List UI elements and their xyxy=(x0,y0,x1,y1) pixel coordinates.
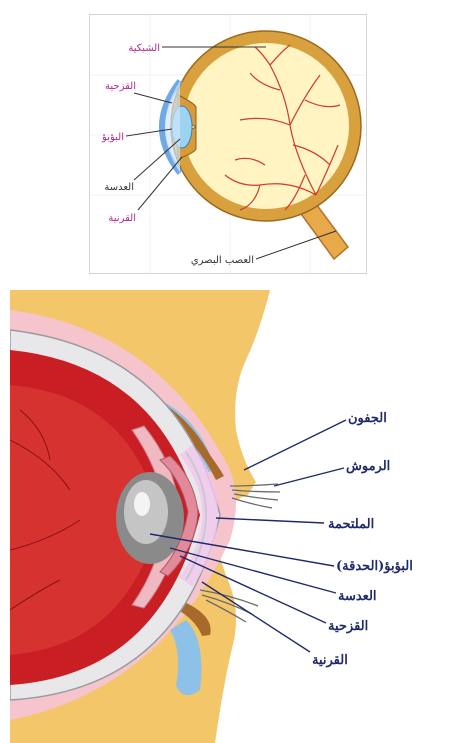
eye-side-view-svg xyxy=(10,290,461,743)
label-pupil-bottom: البؤبؤ(الحدقة) xyxy=(336,559,413,574)
eye-cross-section-diagram xyxy=(89,14,367,274)
label-lens-bottom: العدسة xyxy=(338,589,377,604)
anterior-chamber xyxy=(165,81,180,173)
leader-cornea xyxy=(138,157,182,210)
eye-side-view-diagram xyxy=(10,290,461,743)
leader-eyelashes xyxy=(274,468,344,486)
label-pupil: البؤبؤ xyxy=(102,132,124,143)
eye-cross-section-svg xyxy=(90,15,366,273)
leader-eyelids xyxy=(244,420,346,470)
label-cornea: القرنية xyxy=(108,213,136,224)
label-eyelids: الجفون xyxy=(348,411,387,426)
label-iris: القزحية xyxy=(105,81,136,92)
label-eyelashes: الرموش xyxy=(346,459,391,474)
label-optic-nerve: العصب البصري xyxy=(190,255,254,266)
label-lens: العدسة xyxy=(104,182,134,193)
label-conjunctiva: الملتحمة xyxy=(328,517,375,532)
lens-shine xyxy=(134,492,150,516)
label-cornea-bottom: القرنية xyxy=(312,653,348,668)
label-retina: الشبكية xyxy=(128,43,160,54)
label-iris-bottom: القزحية xyxy=(328,619,369,634)
